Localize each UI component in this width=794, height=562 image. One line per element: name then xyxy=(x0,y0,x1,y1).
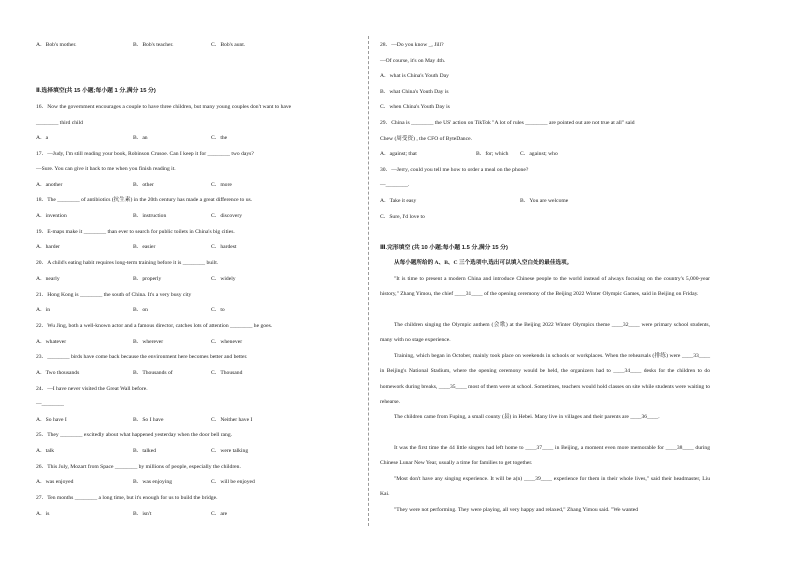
q29-option-c: C．against; who xyxy=(520,151,558,157)
cloze-paragraph-5: It was the first time the 44 little singers had left home to ____37____ in Beijing, a moment even more memorable for ____38____ during Chinese Lunar New Year, usually a time for families to get together. xyxy=(380,445,710,467)
q17-option-b: B．other xyxy=(133,182,154,188)
q27-option-a: A．is xyxy=(36,511,50,517)
q28-option-b: B．what China's Youth Day is xyxy=(380,89,449,95)
section-2-heading: Ⅱ.选择填空(共 15 小题;每小题 1 分,满分 15 分) xyxy=(36,88,156,94)
q23-option-c: C．Thousand xyxy=(211,370,243,376)
q19-stem: 19．E-maps make it ________ than ever to search for public toilets in China's big cities. xyxy=(36,229,235,235)
q16-option-b: B．an xyxy=(133,135,148,141)
q21-stem: 21．Hong Kong is ________ the south of China. It's a very busy city xyxy=(36,292,192,298)
q16-stem-cont: ________ third child xyxy=(36,120,83,126)
q24-option-a: A．So have I xyxy=(36,417,67,423)
q28-option-a: A．what is China's Youth Day xyxy=(380,73,449,79)
q22-option-c: C．whenever xyxy=(211,339,243,345)
q29-option-b: B．for; which xyxy=(476,151,509,157)
q18-option-a: A．invention xyxy=(36,213,67,219)
q23-option-a: A．Two thousands xyxy=(36,370,80,376)
q30-stem-cont: —________. xyxy=(380,182,410,188)
q26-option-b: B．was enjoying xyxy=(133,479,172,485)
q26-stem: 26．This July, Mozart from Space ________ by millions of people, especially the children. xyxy=(36,464,241,470)
q28-stem: 28．—Do you know _, Jill? xyxy=(380,42,444,48)
q21-option-a: A．in xyxy=(36,307,50,313)
cloze-paragraph-2: The children singing the Olympic anthem (会歌) at the Beijing 2022 Winter Olympics theme ____32____ were primary school students, many with no stage experience. xyxy=(380,322,710,344)
q25-option-b: B．talked xyxy=(133,448,156,454)
q29-stem-cont: Chew (周受资) , the CFO of ByteDance. xyxy=(380,136,472,142)
q25-stem: 25．They ________ excitedly about what happened yesterday when the door bell rang. xyxy=(36,432,233,438)
q24-stem: 24．—I have never visited the Great Wall before. xyxy=(36,386,148,392)
q15-option-c: C．Bob's aunt. xyxy=(211,42,246,48)
cloze-paragraph-4: The children came from Fuping, a small county (县) in Hebei. Many live in villages and their parents are ____36____. xyxy=(394,414,660,420)
q17-option-a: A．another xyxy=(36,182,63,188)
q16-stem: 16．Now the government encourages a couple to have three children, but many young couples don't want to have xyxy=(36,104,292,110)
q20-option-c: C．widely xyxy=(211,276,236,282)
q17-stem-cont: —Sure. You can give it back to me when you finish reading it. xyxy=(36,166,176,172)
cloze-paragraph-7: "They were not performing. They were playing, all very happy and relaxed," Zhang Yimou said. "We wanted xyxy=(394,507,639,513)
q16-option-c: C．the xyxy=(211,135,228,141)
q21-option-c: C．to xyxy=(211,307,225,313)
q20-option-b: B．properly xyxy=(133,276,162,282)
q30-option-b: B．You are welcome xyxy=(520,198,569,204)
q22-stem: 22．Wu Jing, both a well-known actor and a famous director, catches lots of attention ________ he goes. xyxy=(36,323,273,329)
q19-option-a: A．harder xyxy=(36,244,60,250)
q23-option-b: B．Thousands of xyxy=(133,370,173,376)
q19-option-b: B．easier xyxy=(133,244,156,250)
q27-option-b: B．isn't xyxy=(133,511,152,517)
cloze-paragraph-1: "It is time to present a modern China and introduce Chinese people to the world instead of always focusing on the country's 5,000-year history," Zhang Yimou, the chief ____31____ of the opening ceremony of the Beijing 2022 Winter Olympic Games, said in Beijing on Friday. xyxy=(380,276,710,298)
q26-option-c: C．will be enjoyed xyxy=(211,479,255,485)
q30-stem: 30．—Jerry, could you tell me how to order a meal on the phone? xyxy=(380,167,529,173)
q17-option-c: C．more xyxy=(211,182,232,188)
q27-stem: 27．Ten months ________ a long time, but it's enough for us to build the bridge. xyxy=(36,495,218,501)
q30-option-c: C．Sure, I'd love to xyxy=(380,214,425,220)
q24-stem-cont: —________ xyxy=(36,401,64,407)
q30-option-a: A．Take it easy xyxy=(380,198,417,204)
cloze-paragraph-6: "Most don't have any singing experience. It will be a(n) ____39____ experience for them in their whole lives," said their headmaster, Liu Kai. xyxy=(380,476,710,498)
q22-option-b: B．wherever xyxy=(133,339,164,345)
q26-option-a: A．was enjoyed xyxy=(36,479,74,485)
q28-stem-cont: —Of course, it's on May 4th. xyxy=(380,58,446,64)
q16-option-a: A．a xyxy=(36,135,49,141)
q22-option-a: A．whatever xyxy=(36,339,67,345)
q18-option-c: C．discovery xyxy=(211,213,243,219)
q15-option-a: A．Bob's mother. xyxy=(36,42,77,48)
column-divider xyxy=(368,36,369,526)
section-3-heading: Ⅲ.完形填空 (共 10 小题;每小题 1.5 分,满分 15 分) xyxy=(380,245,508,251)
q29-option-a: A．against; that xyxy=(380,151,417,157)
q28-option-c: C．when China's Youth Day is xyxy=(380,104,450,110)
q21-option-b: B．on xyxy=(133,307,148,313)
section-3-instruction: 从每小题所给的 A、B、C 三个选项中,选出可以填入空白处的最佳选项。 xyxy=(394,260,573,266)
q24-option-c: C．Neither have I xyxy=(211,417,253,423)
q23-stem: 23．________ birds have come back because the environment here becomes better and better. xyxy=(36,354,248,360)
left-column xyxy=(36,0,356,562)
q19-option-c: C．hardest xyxy=(211,244,237,250)
q25-option-c: C．were talking xyxy=(211,448,249,454)
q20-stem: 20．A child's eating habit requires long-term training before it is ________ built. xyxy=(36,260,219,266)
q18-stem: 18．The ________ of antibiotics (抗生素) in the 20th century has made a great difference to us. xyxy=(36,197,253,203)
q20-option-a: A．nearly xyxy=(36,276,60,282)
q29-stem: 29．China is ________ the US' action on TikTok "A lot of rules ________ are pointed out are not true at all" said xyxy=(380,120,635,126)
q24-option-b: B．So I have xyxy=(133,417,164,423)
q18-option-b: B．instruction xyxy=(133,213,167,219)
right-column xyxy=(380,0,710,562)
q15-option-b: B．Bob's teacher. xyxy=(133,42,174,48)
q17-stem: 17．—Judy, I'm still reading your book, Robinson Crusoe. Can I keep it for ________ two days? xyxy=(36,151,254,157)
q27-option-c: C．are xyxy=(211,511,228,517)
q25-option-a: A．talk xyxy=(36,448,55,454)
cloze-paragraph-3: Training, which began in October, mainly took place on weekends in schools or workplaces. When the rehearsals (排练) were ____33____ in Beijing's National Stadium, where the opening ceremony would be held, the organizers had to ____34____ desks for the children to do homework during breaks, ____35____ most of them were at school. Sometimes, teachers would hold classes on site while students were waiting to rehearse. xyxy=(380,353,710,405)
